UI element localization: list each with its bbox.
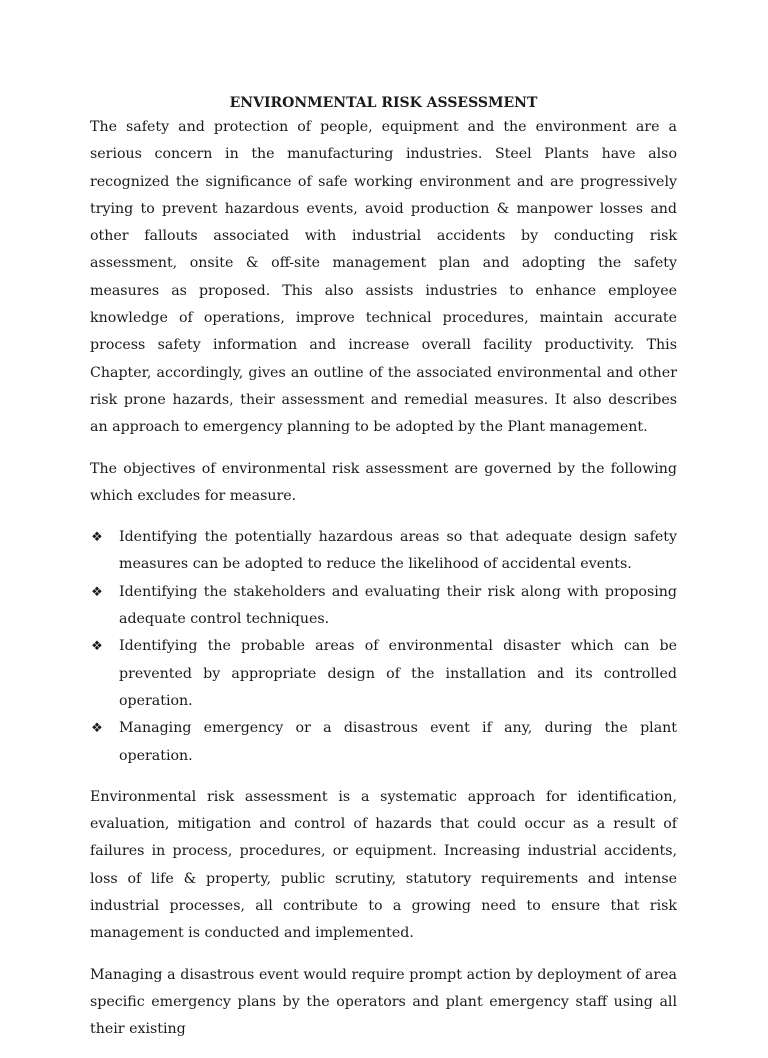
- list-item-text: Identifying the potentially hazardous areas so that adequate design safety measures can be adopted to reduce the likelihood of accidental events.: [119, 529, 677, 573]
- document-page: [90, 92, 677, 1058]
- risk-assessment-paragraph: Environmental risk assessment is a systematic approach for identification, evaluation, mitigation and control of hazards that could occur as a result of failures in process, procedures, or equipment. Increasing industrial accidents, loss of life & property, public scrutiny, statutory requirements and intense industrial processes, all contribute to a growing need to ensure that risk management is conducted and implemented.: [90, 788, 677, 942]
- objectives-intro-paragraph: The objectives of environmental risk assessment are governed by the following which excludes for measure.: [90, 460, 677, 504]
- list-item: [90, 633, 677, 715]
- diamond-bullet-icon: ❖: [91, 639, 103, 655]
- diamond-bullet-icon: ❖: [91, 721, 103, 737]
- list-item-text: Identifying the stakeholders and evaluating their risk along with proposing adequate control techniques.: [119, 583, 677, 628]
- intro-paragraph: The safety and protection of people, equipment and the environment are a serious concern in the manufacturing industries. Steel Plants have also recognized the significance of safe working environment and are progressively trying to prevent hazardous events, avoid production & manpower losses and other fallouts associated with industrial accidents by conducting risk assessment, onsite & off-site management plan and adopting the safety measures as proposed. This also assists industries to enhance employee knowledge of operations, improve technical procedures, maintain accurate process safety information and increase overall facility productivity. This Chapter, accordingly, gives an outline of the associated environmental and other risk prone hazards, their assessment and remedial measures. It also describes an approach to emergency planning to be adopted by the Plant management.: [90, 119, 677, 436]
- diamond-bullet-icon: ❖: [91, 584, 103, 600]
- list-item: [90, 579, 677, 634]
- list-item-text: Managing emergency or a disastrous event if any, during the plant operation.: [119, 720, 677, 764]
- objectives-list: [90, 524, 677, 770]
- list-item: [90, 524, 677, 579]
- diamond-bullet-icon: ❖: [91, 530, 103, 546]
- disaster-management-paragraph: Managing a disastrous event would require prompt action by deployment of area specific emergency plans by the operators and plant emergency staff using all their existing: [90, 966, 677, 1038]
- list-item: [90, 715, 677, 770]
- document-title: ENVIRONMENTAL RISK ASSESSMENT: [229, 95, 538, 111]
- list-item-text: Identifying the probable areas of environmental disaster which can be prevented by appropriate design of the installation and its controlled operation.: [119, 638, 677, 709]
